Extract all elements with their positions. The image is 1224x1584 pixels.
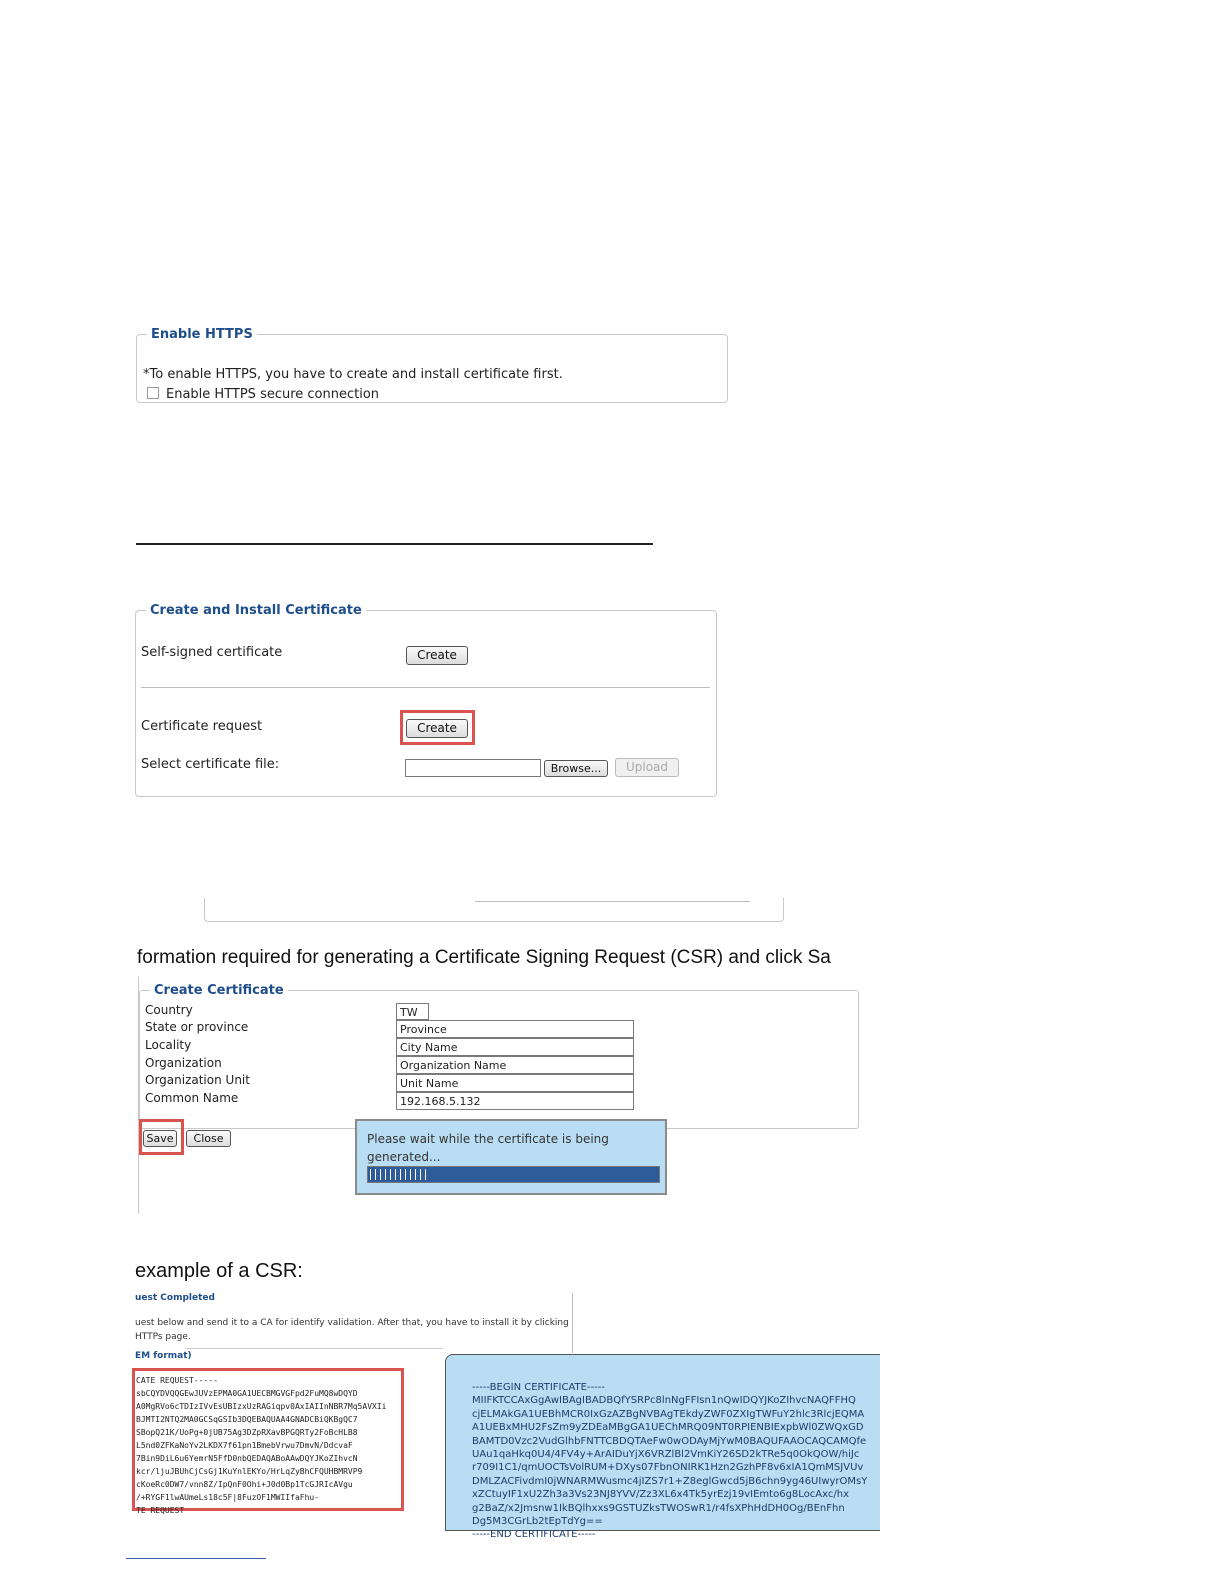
csr-pem-line: L5nd0ZFKaNoYv2LKDX7f61pn1BmebVrwu7DmvN/DdcvaF	[136, 1441, 353, 1450]
browse-button[interactable]: Browse...	[544, 760, 608, 777]
csr-instructions-2: HTTPs page.	[135, 1332, 191, 1342]
footnote-rule	[126, 1558, 266, 1559]
certificate-pem-line: BAMTD0Vzc2VudGlhbFNTTCBDQTAeFw0wODAyMjYwM0BAQUFAAOCAQCAMQfe	[472, 1435, 867, 1447]
example-caption: example of a CSR:	[135, 1260, 303, 1282]
upload-button[interactable]: Upload	[615, 758, 679, 777]
csr-pem-line: TE REQUEST	[136, 1506, 185, 1515]
https-checkbox-label: Enable HTTPS secure connection	[166, 387, 380, 402]
csr-instruction-caption: formation required for generating a Certificate Signing Request (CSR) and click Sa	[137, 947, 831, 968]
organization-label: Organization	[145, 1056, 222, 1070]
certificate-pem-line: g2BaZ/x2Jmsnw1IkBQlhxxs9GSTUZksTWOSwR1/r4fsXPhHdDH0Og/BEnFhn	[472, 1502, 845, 1514]
wait-progress-bar	[367, 1166, 660, 1183]
certificate-pem-line: -----END CERTIFICATE-----	[472, 1529, 596, 1541]
csr-pem-line: BJMTI2NTQ2MA0GCSqGSIb3DQEBAQUAA4GNADCBiQKBgQC7	[136, 1415, 358, 1424]
csr-pem-line: 7Bin9DiL6u6YemrN5FfD0nbQEDAQABoAAwDQYJKoZIhvcN	[136, 1454, 358, 1463]
pem-format-label: EM format)	[135, 1351, 192, 1361]
certificate-pem-line: MIIFKTCCAxGgAwIBAgIBADBQfYSRPc8lnNgFFIsn1nQwIDQYJKoZIhvcNAQFFHQ	[472, 1395, 856, 1407]
certificate-pem-text	[472, 1381, 880, 1541]
organization-unit-label: Organization Unit	[145, 1073, 250, 1087]
certificate-pem-line: DMLZACFivdmI0jWNARMWusmc4jIZS7r1+Z8eglGwcd5jB6chn9yg46UIwyrOMsY	[472, 1475, 868, 1487]
csr-instructions: uest below and send it to a CA for identify validation. After that, you have to install it by clicking	[135, 1318, 569, 1328]
certificate-pem-line: cjELMAkGA1UEBhMCR0IxGzAZBgNVBAgTEkdyZWF0ZXIgTWFuY2hlc3RlcjEQMA	[472, 1408, 865, 1420]
common-name-input[interactable]: 192.168.5.132	[396, 1092, 634, 1110]
create-install-cert-legend: Create and Install Certificate	[150, 603, 362, 618]
locality-label: Locality	[145, 1038, 192, 1052]
csr-pem-line: A0MgRVo6cTDIzIVvEsUBIzxUzRAGiqpv0AxIAIInNBR7Mq5AVXIi	[136, 1402, 387, 1411]
self-signed-create-button[interactable]: Create	[406, 646, 468, 665]
certificate-request-create-button[interactable]: Create	[406, 719, 468, 738]
certificate-pem-line: UAu1qaHkq0U4/4FV4y+ArAIDuYjX6VRZlBl2VmKiY26SD2kTRe5q0OkQOW/hiJc	[472, 1449, 860, 1461]
certificate-pem-line: A1UEBxMHU2FsZm9yZDEaMBgGA1UEChMRQ09NT0RPIENBIExpbWl0ZWQxGD	[472, 1422, 864, 1434]
csr-pem-line: CATE REQUEST-----	[136, 1376, 218, 1385]
https-checkbox[interactable]	[147, 387, 159, 399]
background-field-fragment	[475, 898, 750, 902]
organization-input[interactable]: Organization Name	[396, 1056, 634, 1074]
panel-separator	[141, 687, 710, 688]
create-certificate-legend: Create Certificate	[154, 983, 284, 998]
csr-result-title: uest Completed	[135, 1293, 215, 1303]
csr-pem-line: SBopQ21K/UoPg+0jUB75Ag3DZpRXavBPGQRTy2FoBcHLB8	[136, 1428, 358, 1437]
locality-input[interactable]: City Name	[396, 1038, 634, 1056]
state-input[interactable]: Province	[396, 1020, 634, 1038]
state-label: State or province	[145, 1020, 249, 1034]
country-input[interactable]: TW	[396, 1003, 429, 1020]
csr-pem-line: kcr/ljuJBUhCjCsGj1KuYnlEKYo/HrLqZyBhCFQUHBMRVP9	[136, 1467, 363, 1476]
csr-result-divider	[572, 1293, 573, 1353]
certificate-request-label: Certificate request	[141, 719, 263, 734]
csr-pem-line: /+RYGF1lwAUmeLs18c5F|8FuzOF1MWIIfaFhu-	[136, 1493, 320, 1502]
csr-pem-line: sbCQYDVQQGEwJUVzEPMA0GA1UECBMGVGFpd2FuMQ8wDQYD	[136, 1389, 358, 1398]
divider-line	[136, 543, 653, 545]
certificate-pem-line: xZCtuyIF1xU2Zh3a3Vs23NJ8YVV/Zz3XL6x4Tk5yrEzj19vIEmto6g8LocAxc/hx	[472, 1489, 850, 1501]
wait-progress-fill	[370, 1169, 428, 1180]
enable-https-legend: Enable HTTPS	[151, 327, 253, 342]
https-note: *To enable HTTPS, you have to create and install certificate first.	[143, 367, 563, 382]
certificate-pem-line: -----BEGIN CERTIFICATE-----	[472, 1382, 606, 1393]
certificate-file-input[interactable]	[405, 759, 541, 777]
pem-format-rule	[185, 1348, 443, 1349]
wait-message: Please wait while the certificate is being generated...	[367, 1132, 609, 1164]
save-button[interactable]: Save	[143, 1130, 177, 1147]
country-label: Country	[145, 1003, 193, 1017]
certificate-pem-line: r709I1C1/qmUOCTsVolRUM+DXys07FbnONIRK1Hzn2GzhPF8v6xIA1QmMSJVUv	[472, 1462, 864, 1474]
csr-pem-text	[136, 1374, 398, 1515]
certificate-pem-line: Dg5M3CGrLb2tEpTdYg==	[472, 1516, 603, 1528]
csr-pem-line: cKoeRc0DW7/vnn8Z/IpQnF0Ohi+J0d0Bp1TcGJRIcAVgu	[136, 1480, 353, 1489]
common-name-label: Common Name	[145, 1091, 239, 1105]
close-button[interactable]: Close	[186, 1130, 231, 1147]
organization-unit-input[interactable]: Unit Name	[396, 1074, 634, 1092]
select-file-label: Select certificate file:	[141, 757, 280, 772]
self-signed-label: Self-signed certificate	[141, 645, 283, 660]
